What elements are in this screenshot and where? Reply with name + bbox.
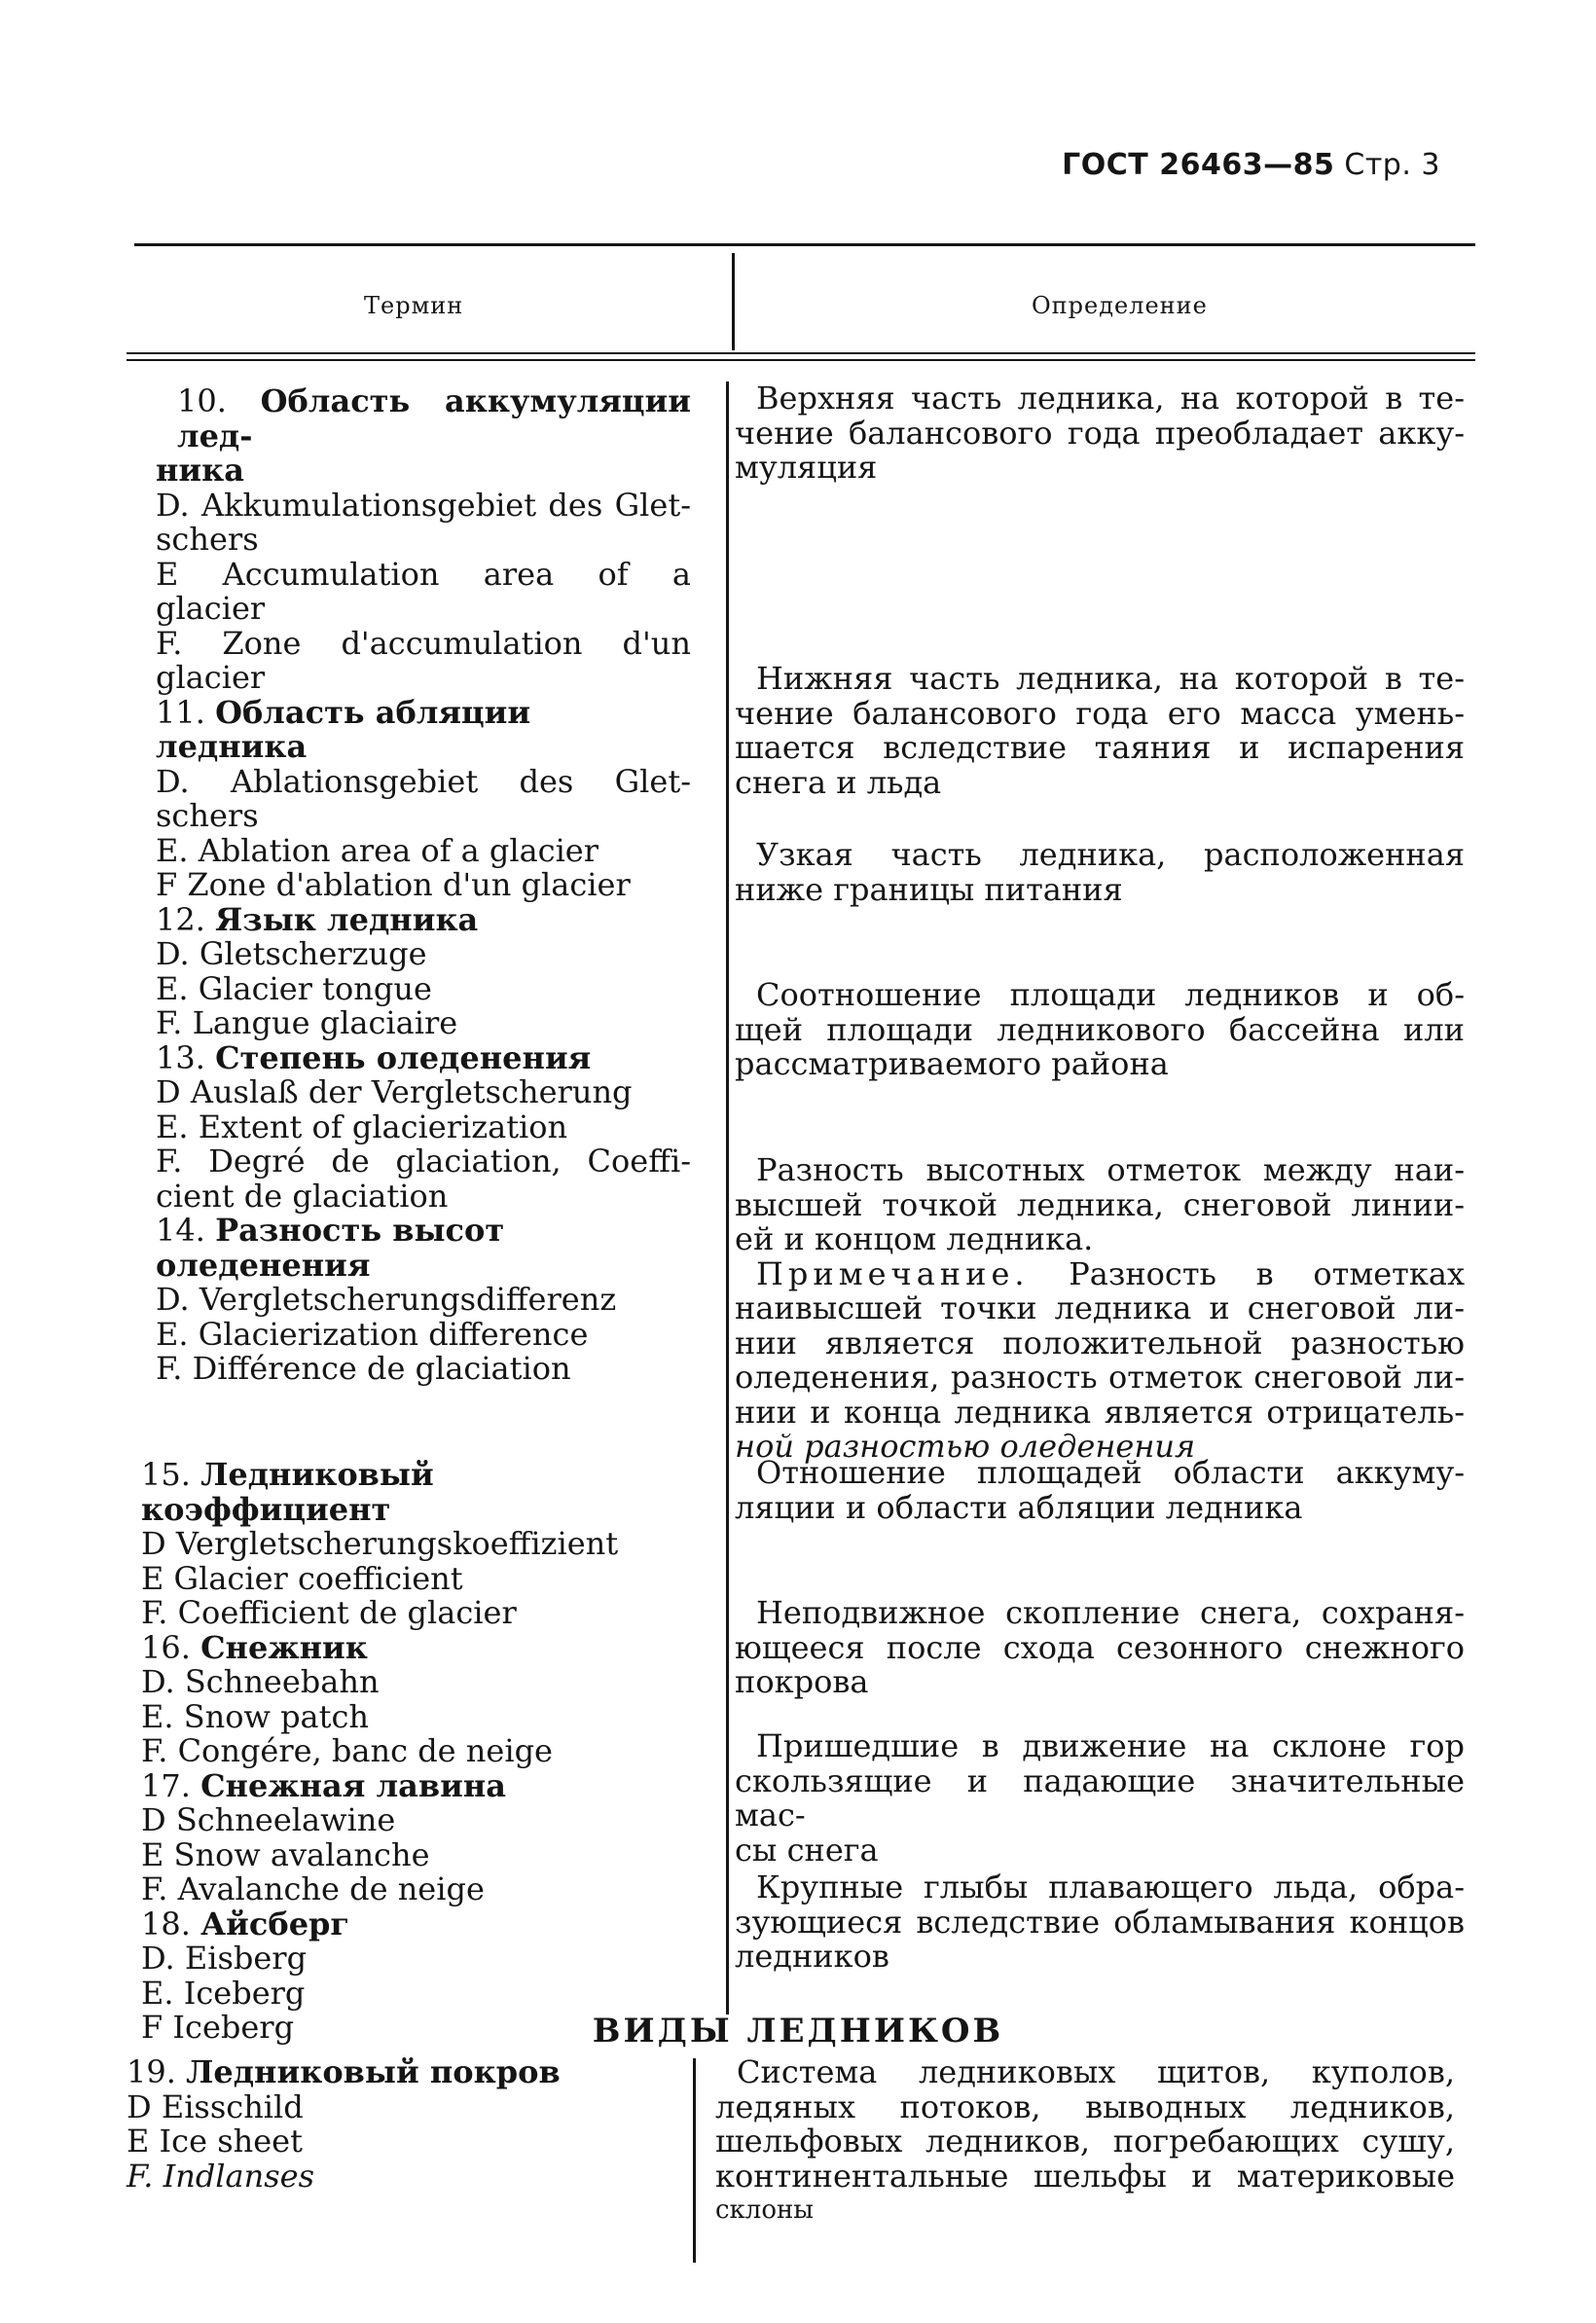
definition-line: ледяных потоков, выводных ледников, [715, 2087, 1455, 2125]
term-14-fr: F. Différence de glaciation [156, 1350, 571, 1387]
term-10-ru-cont: ника [156, 452, 244, 489]
term-12-de: D. Gletscherzuge [156, 935, 427, 972]
term-15-fr: F. Coefficient de glacier [141, 1594, 517, 1631]
term-10-en-cont: glacier [156, 590, 266, 627]
term-18-en: E. Iceberg [141, 1974, 306, 2012]
term-16-de: D. Schneebahn [141, 1663, 380, 1700]
definition-line: Крупные глыбы плавающего льда, обра- [756, 1869, 1465, 1906]
definition-line: континентальные шельфы и материковые [715, 2157, 1455, 2195]
term-11-de: D. Ablationsgebiet des Glet- [156, 762, 691, 800]
definition-13 [735, 978, 1465, 1082]
definition-line: Нижняя часть ледника, на которой в те- [756, 660, 1465, 697]
term-19-en: E Ice sheet [127, 2123, 303, 2160]
note-line: наивысшей точки ледника и снеговой ли- [735, 1289, 1465, 1326]
term-12-en: E. Glacier tongue [156, 969, 432, 1007]
definition-line: щей площади ледникового бассейна или [735, 1010, 1465, 1048]
double-rule-bottom [127, 359, 1475, 361]
term-13-en: E. Extent of glacierization [156, 1107, 568, 1145]
note-line: нии и конца ледника является отрицатель- [735, 1393, 1465, 1431]
term-13-de: D Auslaß der Vergletscherung [156, 1073, 633, 1110]
definition-line: снега и льда [735, 763, 942, 801]
term-15-de: D Vergletscherungskoeffizient [141, 1525, 619, 1562]
definition-16 [735, 1596, 1465, 1700]
definition-14 [735, 1153, 1465, 1465]
double-rule-top [127, 352, 1475, 354]
page-number: Стр. 3 [1344, 148, 1440, 182]
definition-line: ющееся после схода сезонного снежного [735, 1628, 1465, 1666]
definition-line: ляции и области абляции ледника [735, 1488, 1303, 1526]
definition-line: ледников [735, 1938, 889, 1975]
definition-line: зующиеся вследствие обламывания концов [735, 1903, 1465, 1941]
definition-line: сы снега [735, 1831, 879, 1869]
definition-line: чение балансового года преобладает акку- [735, 414, 1465, 452]
term-16-en: E. Snow patch [141, 1697, 370, 1735]
definition-line: Неподвижное скопление снега, сохраня- [756, 1594, 1465, 1631]
term-11-en: E. Ablation area of a glacier [156, 831, 599, 869]
term-11-de-cont: schers [156, 797, 259, 834]
term-13-fr-cont: cient de glaciation [156, 1177, 449, 1215]
definition-line: Отношение площадей области аккуму- [756, 1454, 1465, 1491]
column-head-term: Термин [364, 292, 464, 319]
definition-12 [735, 838, 1465, 907]
definition-line: шается вследствие таяния и испарения [735, 729, 1465, 766]
definition-line: ей и концом ледника. [735, 1220, 1094, 1257]
definition-line: Пришедшие в движение на склоне гор [756, 1727, 1465, 1764]
note-text: Разность в отметках [1069, 1254, 1465, 1292]
term-15-ru: 15. Ледниковый коэффициент [141, 1456, 434, 1528]
term-13-ru: 13. Степень оледенения [156, 1038, 592, 1076]
term-16-fr: F. Congére, banc de neige [141, 1732, 553, 1769]
term-14-ru: 14. Разность высот оледенения [156, 1212, 505, 1284]
term-19-fr: F. Indlanses [127, 2157, 314, 2195]
header-rule [134, 243, 1475, 246]
term-17-en: E Snow avalanche [141, 1835, 430, 1873]
definition-line: ниже границы питания [735, 870, 1123, 908]
definition-18 [735, 1870, 1465, 1975]
terms-column-lower [141, 1458, 676, 2046]
column-divider-header [732, 253, 735, 350]
terms-column [156, 384, 691, 1387]
definition-line: Система ледниковых щитов, куполов, [737, 2053, 1455, 2090]
note-line: ной разностью оледенения [735, 1428, 1196, 1465]
term-12-ru: 12. Язык ледника [156, 900, 479, 938]
note-line: нии является положительной разностью [735, 1324, 1465, 1361]
term-17-fr: F. Avalanche de neige [141, 1870, 485, 1907]
section-title: ВИДЫ ЛЕДНИКОВ [592, 2012, 1004, 2051]
term-18-fr: F Iceberg [141, 2009, 295, 2046]
definition-17 [735, 1729, 1465, 1868]
term-13-fr: F. Degré de glaciation, Coeffi- [156, 1143, 691, 1180]
standard-number: ГОСТ 26463—85 [1062, 148, 1335, 182]
definition-line: склоны [715, 2196, 815, 2225]
definition-10 [735, 381, 1465, 486]
term-10-fr: F. Zone d'accumulation d'un [156, 624, 691, 662]
definition-line: покрова [735, 1663, 869, 1700]
term-11-fr: F Zone d'ablation d'un glacier [156, 866, 631, 903]
term-10-en: E Accumulation area of a [156, 555, 691, 593]
page-header [1062, 148, 1440, 182]
definition-line: скользящие и падающие значительные мас- [735, 1761, 1465, 1833]
definition-line: муляция [735, 449, 878, 486]
definition-line: Узкая часть ледника, расположенная [756, 836, 1465, 873]
column-divider [726, 381, 729, 2014]
column-head-definition: Определение [1032, 292, 1208, 319]
term-17-de: D Schneelawine [141, 1801, 396, 1838]
column-divider-section [693, 2058, 696, 2263]
term-14-de: D. Vergletscherungsdifferenz [156, 1281, 617, 1318]
note-line [735, 1254, 1465, 1292]
definition-line: рассматриваемого района [735, 1045, 1169, 1082]
term-16-ru: 16. Снежник [141, 1628, 368, 1666]
definition-11 [735, 662, 1465, 800]
term-18-de: D. Eisberg [141, 1940, 308, 1977]
definition-line: чение балансового года его масса умень- [735, 694, 1465, 732]
term-19-ru: 19. Ледниковый покров [127, 2053, 561, 2090]
term-10-ru: 10. Область аккумуляции лед- [177, 382, 691, 454]
definition-19 [715, 2055, 1455, 2229]
term-11-ru: 11. Область абляции ледника [156, 693, 531, 765]
definition-line: Верхняя часть ледника, на которой в те- [756, 380, 1465, 417]
term-10-fr-cont: glacier [156, 659, 266, 696]
note-label: Примечание. [756, 1254, 1030, 1292]
definition-line: Соотношение площади ледников и об- [756, 976, 1465, 1013]
term-10-de-cont: schers [156, 521, 259, 558]
term-10-de: D. Akkumulationsgebiet des Glet- [156, 486, 691, 524]
term-18-ru: 18. Айсберг [141, 1905, 350, 1942]
term-19-de: D Eisschild [127, 2087, 304, 2125]
term-12-fr: F. Langue glaciaire [156, 1004, 458, 1041]
note-line: оледенения, разность отметок снеговой ли- [735, 1359, 1465, 1396]
terms-column-section [127, 2055, 681, 2194]
definition-15 [735, 1456, 1465, 1525]
term-17-ru: 17. Снежная лавина [141, 1766, 506, 1804]
term-15-en: E Glacier coefficient [141, 1559, 463, 1597]
definition-line: высшей точкой ледника, снеговой линии- [735, 1185, 1465, 1223]
definition-line: шельфовых ледников, погребающих сушу, [715, 2123, 1455, 2160]
definition-line: Разность высотных отметок между наи- [756, 1151, 1465, 1188]
term-14-en: E. Glacierization difference [156, 1315, 589, 1353]
